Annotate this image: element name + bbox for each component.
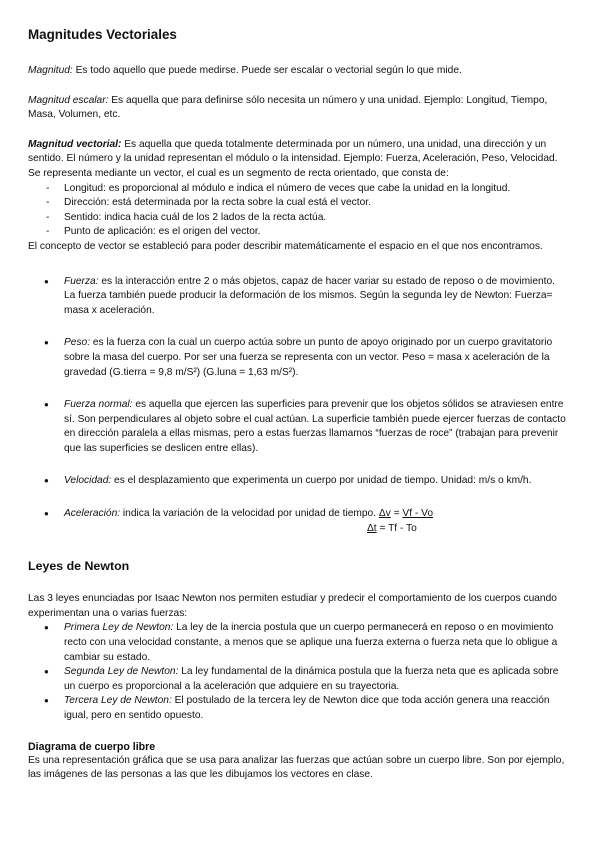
- magnitud-text: Es todo aquello que puede medirse. Puede ser escalar o vectorial según lo que mide.: [72, 65, 462, 76]
- vector-part-item: - Punto de aplicación: es el origen del vector.: [28, 225, 566, 240]
- definition-term: Aceleración:: [64, 508, 121, 520]
- delta-v: Δv: [378, 508, 391, 520]
- diagrama-title: Diagrama de cuerpo libre: [28, 740, 156, 753]
- definition-term: Peso:: [64, 337, 91, 349]
- vector-intro: Se representa mediante un vector, el cual es un segmento de recta orientado, que consta de:: [28, 167, 449, 179]
- equals-sign: =: [390, 508, 403, 520]
- time-difference: = Tf - To: [376, 522, 417, 534]
- definition-item: [28, 507, 566, 536]
- definition-term: Fuerza:: [64, 275, 99, 287]
- definition-item: [28, 275, 566, 319]
- newton-law-item: [28, 621, 566, 665]
- definition-term: Fuerza normal:: [64, 399, 133, 411]
- definition-text: es la fuerza con la cual un cuerpo actúa sobre un punto de apoyo originado por un cuerpo gravitatorio sobre la masa del cuerpo. Por ser una fuerza se representa con un vector. Peso = masa x aceleración de la gravedad (G.tierra = 9,8 m/S²) (G.luna = 1,63 m/S²).: [64, 337, 553, 378]
- vector-part-item: - Sentido: indica hacia cuál de los 2 lados de la recta actúa.: [28, 211, 566, 226]
- magnitud-term: Magnitud:: [28, 65, 73, 76]
- definition-item: [28, 336, 566, 380]
- vector-concept: El concepto de vector se estableció para poder describir matemáticamente el espacio en el que nos encontramos.: [28, 240, 543, 252]
- escalar-term: Magnitud escalar:: [28, 94, 109, 106]
- definition-item: [28, 398, 566, 456]
- definition-item: [28, 474, 566, 489]
- law-text: El postulado de la tercera ley de Newton dice que toda acción genera una reacción igual, pero en sentido opuesto.: [64, 695, 550, 721]
- newton-laws-list: [28, 621, 566, 723]
- law-term: Primera Ley de Newton:: [64, 622, 174, 634]
- law-text: La ley de la inercia postula que un cuerpo permanecerá en reposo o en movimiento recto con una velocidad constante, a menos que se aplique una fuerza externa o fuerza neta que lo obligue a cambiar su estado.: [64, 622, 558, 663]
- definition-term: Velocidad:: [64, 475, 112, 487]
- escalar-text: Es aquella que para definirse sólo necesita un número y una unidad. Ejemplo: Longitud, Tiempo, Masa, Volumen, etc.: [28, 94, 548, 121]
- vectorial-text: Es aquella que queda totalmente determinada por un número, una unidad, una dirección y un sentido. El número y la unidad representan el módulo o la intensidad. Ejemplo: Fuerza, Aceleración, Peso, Velocidad.: [28, 138, 558, 165]
- vectorial-definition: [28, 138, 566, 167]
- magnitud-definition: [28, 64, 566, 79]
- newton-intro: Las 3 leyes enunciadas por Isaac Newton nos permiten estudiar y predecir el comportamiento de los cuerpos cuando experimentan una o varias fuerzas:: [28, 593, 557, 619]
- vector-part-item: - Dirección: está determinada por la recta sobre la cual está el vector.: [28, 196, 566, 211]
- law-term: Tercera Ley de Newton:: [64, 695, 172, 707]
- formula-denominator-row: [367, 522, 600, 537]
- law-term: Segunda Ley de Newton:: [64, 666, 179, 678]
- definitions-list: [28, 275, 566, 537]
- newton-law-item: [28, 694, 566, 723]
- velocity-difference: Vf - Vo: [402, 508, 433, 520]
- law-text: La ley fundamental de la dinámica postula que la fuerza neta que es aplicada sobre un cuerpo es proporcional a la aceleración que adquiere en su trayectoria.: [64, 666, 559, 692]
- newton-law-item: [28, 665, 566, 694]
- vector-parts-list: [28, 182, 566, 240]
- definition-text: es la interacción entre 2 o más objetos, capaz de hacer variar su estado de reposo o de movimiento. La fuerza también puede producir la deformación de los mismos. Según la segunda ley de Newton: Fuerza= masa x aceleración.: [64, 275, 555, 316]
- vector-part-item: - Longitud: es proporcional al módulo e indica el número de veces que cabe la unidad en la longitud.: [28, 182, 566, 197]
- definition-text: es el desplazamiento que experimenta un cuerpo por unidad de tiempo. Unidad: m/s o km/h.: [111, 475, 532, 487]
- newton-section-title: Leyes de Newton: [28, 559, 130, 574]
- definition-text: es aquella que ejercen las superficies para prevenir que los objetos sólidos se atraviesen entre sí. Son perpendiculares al objeto sobre el cual actúan. La superficie también puede ejercer fuerzas de contacto en dirección paralela a ellas mismas, pero a estas fuerzas llamamos “fuerzas de roce” (trabajan para prevenir que las superficies se deslicen entre ellas).: [64, 399, 566, 454]
- definition-text: indica la variación de la velocidad por unidad de tiempo.: [120, 508, 379, 520]
- delta-t: Δt: [367, 522, 377, 534]
- diagrama-text: Es una representación gráfica que se usa para analizar las fuerzas que actúan sobre un cuerpo libre. Son por ejemplo, las imágenes de las personas a las que les dibujamos los vectores en clase.: [28, 754, 565, 781]
- vectorial-term: Magnitud vectorial:: [28, 138, 122, 150]
- escalar-definition: [28, 94, 566, 123]
- page-title: Magnitudes Vectoriales: [28, 27, 177, 42]
